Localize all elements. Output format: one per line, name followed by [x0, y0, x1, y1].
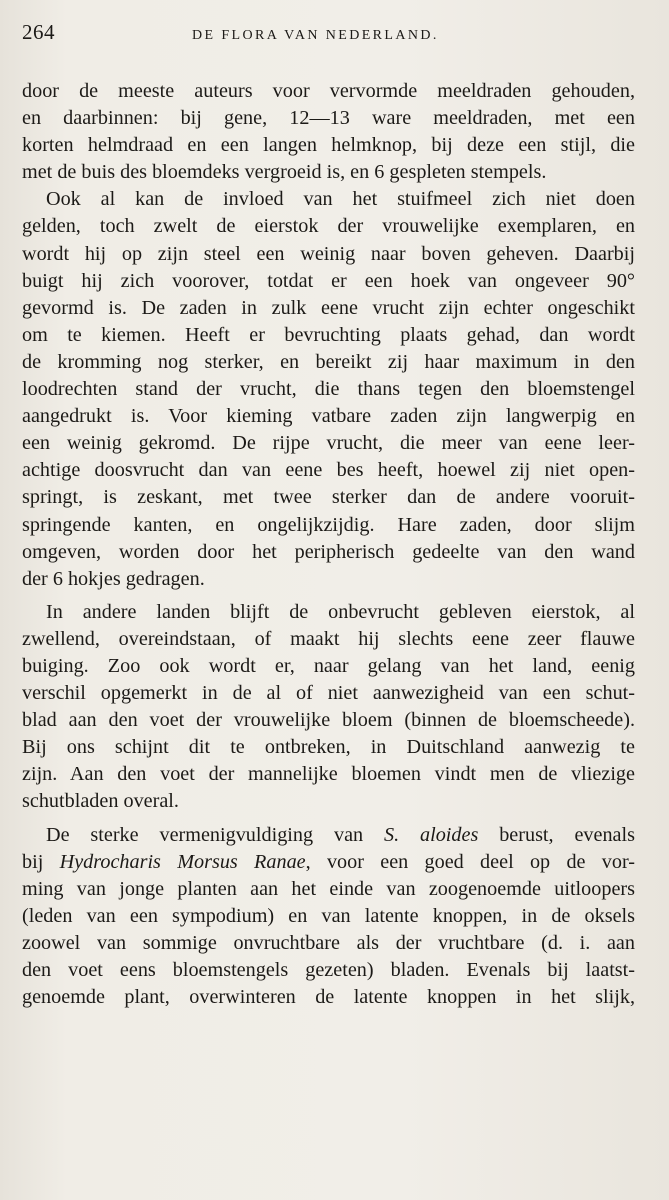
text-line: zijn. Aan den voet der mannelijke bloemen vindt men de vliezige [22, 763, 635, 786]
text-line: aangedrukt is. Voor kieming vatbare zaden zijn langwerpig en [22, 405, 635, 428]
text-line: buigt hij zich voorover, totdat er een hoek van ongeveer 90° [22, 269, 635, 292]
text-line: Ook al kan de invloed van het stuifmeel zich niet doen [46, 188, 635, 211]
running-title: DE FLORA VAN NEDERLAND. [192, 28, 439, 43]
text-line: ming van jonge planten aan het einde van zoogenoemde uitloopers [22, 877, 635, 900]
text-line: bij Hydrocharis Morsus Ranae, voor een goed deel op de vor- [22, 850, 635, 873]
text-line: korten helmdraad en een langen helmknop, bij deze een stijl, die [22, 134, 635, 157]
text-line: wordt hij op zijn steel een weinig naar boven geheven. Daarbij [22, 242, 635, 265]
text-line: springende kanten, en ongelijkzijdig. Hare zaden, door slijm [22, 513, 635, 536]
text-line: de kromming nog sterker, en bereikt zij haar maximum in den [22, 350, 635, 373]
text-line: blad aan den voet der vrouwelijke bloem (binnen de bloemscheede). [22, 709, 635, 732]
text-line: Bij ons schijnt dit te ontbreken, in Duitschland aanwezig te [22, 736, 635, 759]
paragraph [22, 78, 635, 186]
paragraph [22, 186, 635, 592]
text-line: springt, is zeskant, met twee sterker dan de andere vooruit- [22, 486, 635, 509]
species-name: S. aloides [384, 823, 479, 846]
text-line: door de meeste auteurs voor vervormde meeldraden gehouden, [22, 80, 635, 102]
text-line: een weinig gekromd. De rijpe vrucht, die meer van eene leer- [22, 432, 635, 455]
text-line: genoemde plant, overwinteren de latente knoppen in het slijk, [22, 986, 635, 1009]
text-line: (leden van een sympodium) en van latente knoppen, in de oksels [22, 904, 635, 927]
text-line: buiging. Zoo ook wordt er, naar gelang van het land, eenig [22, 654, 635, 677]
text-line: der 6 hokjes gedragen. [22, 567, 205, 590]
text-line: omgeven, worden door het peripherisch gedeelte van den wand [22, 540, 635, 563]
text-line: schutbladen overal. [22, 790, 179, 813]
text-line: en daarbinnen: bij gene, 12—13 ware meeldraden, met een [22, 107, 635, 130]
body-text [22, 78, 635, 1011]
paragraph [22, 822, 635, 1012]
text-line: den voet eens bloemstengels gezeten) bladen. Evenals bij laatst- [22, 959, 635, 981]
text-line: loodrechten stand der vrucht, die thans tegen den bloemstengel [22, 378, 635, 401]
page-number: 264 [22, 20, 55, 44]
running-head [22, 20, 635, 54]
text-line: met de buis des bloemdeks vergroeid is, en 6 gespleten stempels. [22, 161, 547, 184]
text-line: zwellend, overeindstaan, of maakt hij slechts eene zeer flauwe [22, 627, 635, 650]
text-line: In andere landen blijft de onbevrucht gebleven eierstok, al [46, 600, 635, 623]
text-line: verschil opgemerkt in de al of niet aanwezigheid van een schut- [22, 682, 635, 705]
text-line: zoowel van sommige onvruchtbare als der vruchtbare (d. i. aan [22, 931, 635, 954]
paragraph [22, 599, 635, 816]
text-line: achtige doosvrucht dan van eene bes heeft, hoewel zij niet open- [22, 459, 635, 482]
text-line: om te kiemen. Heeft er bevruchting plaats gehad, dan wordt [22, 323, 635, 346]
text-line: De sterke vermenigvuldiging van S. aloides berust, evenals [46, 823, 635, 846]
text-line: gevormd is. De zaden in zulk eene vrucht zijn echter ongeschikt [22, 296, 635, 319]
text-line: gelden, toch zwelt de eierstok der vrouwelijke exemplaren, en [22, 215, 635, 238]
species-name: Hydrocharis Morsus Ranae [59, 850, 306, 873]
